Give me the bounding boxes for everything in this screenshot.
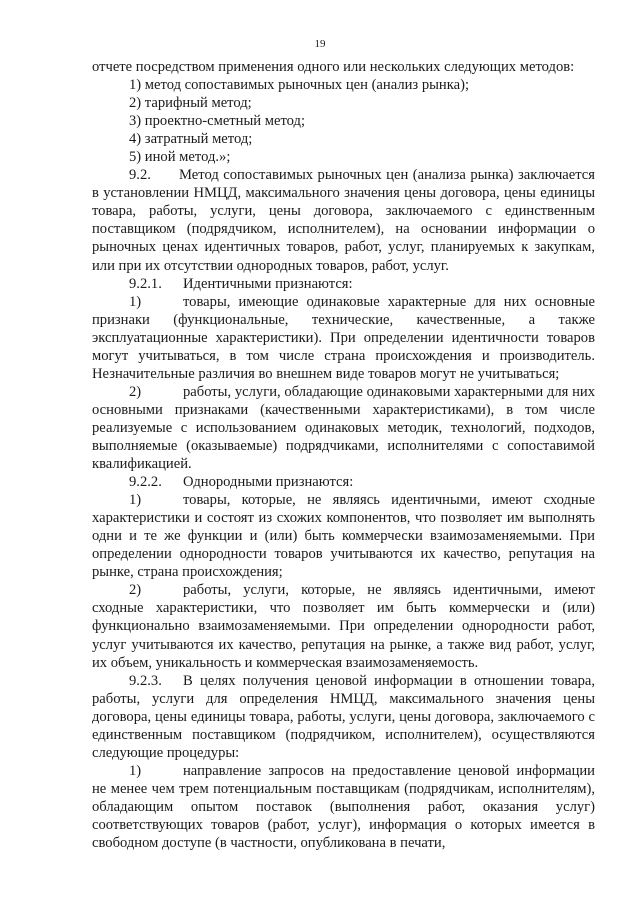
clause-text: Метод сопоставимых рыночных цен (анализа рынка) заключается в установлении НМЦД, максимального значения цены договора, цены единицы товара, работы, услуги, цены договора, заключаемого с единственным поставщиком (подрядчиком, исполнителем), на основании информации о рыночных ценах идентичных товаров, работ, услуг, планируемых к закупкам, или при их отсутствии однородных товаров, работ, услуг. — [92, 167, 595, 274]
paragraph-9-2-2-item-2 — [92, 581, 595, 671]
paragraph-9-2-1-item-2 — [92, 383, 595, 473]
item-number: 2) — [129, 582, 142, 599]
clause-text: В целях получения ценовой информации в отношении товара, работы, услуги для определения НМЦД, максимального значения цены договора, цены единицы товара, работы, услуги, цены договора, заключаемого с единственным поставщиком (подрядчиком, исполнителем), осуществляются следующие процедуры: — [92, 672, 595, 761]
paragraph-9-2-1 — [92, 275, 595, 293]
item-number: 1) — [129, 492, 142, 509]
item-number: 2) — [129, 383, 142, 400]
item-text: работы, услуги, обладающие одинаковыми характерными для них основными признаками (качественными характеристиками), в том числе реализуемые с использованием одинаковых методик, технологий, подходов, выполняемые (оказываемые) подрядчиками, исполнителями с сопоставимой квалификацией. — [92, 383, 595, 473]
method-item-5: 5) иной метод.»; — [129, 149, 231, 166]
method-item-1: 1) метод сопоставимых рыночных цен (анализ рынка); — [129, 77, 470, 94]
paragraph-9-2-3 — [92, 672, 595, 762]
clause-number: 9.2.3. — [129, 672, 162, 689]
item-text: товары, которые, не являясь идентичными, имеют сходные характеристики и состоят из схожих компонентов, что позволяет им выполнять одни и те же функции и (или) быть коммерчески взаимозаменяемыми. При определении однородности товаров учитываются их качество, репутация на рынке, страна происхождения; — [92, 492, 595, 581]
clause-number: 9.2.1. — [129, 275, 162, 292]
intro-line: отчете посредством применения одного или нескольких следующих методов: — [92, 59, 575, 75]
item-text: направление запросов на предоставление ценовой информации не менее чем трем потенциальным поставщикам (подрядчикам, исполнителям), обладающим опытом поставок (выполнения работ, оказания услуг) соответствующих товаров (работ, услуг), информация о которых имеется в свободном доступе (в частности, опубликована в печати, — [92, 762, 595, 852]
item-text: товары, имеющие одинаковые характерные для них основные признаки (функциональные, технические, качественные, а также эксплуатационные характеристики). При определении идентичности товаров могут учитываться, в том числе страна происхождения и производитель. Незначительные различия во внешнем виде товаров могут не учитываться; — [92, 293, 595, 382]
item-text: работы, услуги, которые, не являясь идентичными, имеют сходные характеристики, что позволяет им быть коммерчески и (или) функционально взаимозаменяемыми. При определении однородности работ, услуг учитываются их качество, репутация на рынке, а также вид работ, услуг, их объем, уникальность и коммерческая взаимозаменяемость. — [92, 582, 595, 671]
paragraph-9-2-1-item-1 — [92, 293, 595, 383]
item-number: 1) — [129, 293, 142, 310]
body-text — [92, 58, 595, 852]
method-item-4: 4) затратный метод; — [129, 131, 253, 148]
paragraph-9-2-2-item-1 — [92, 491, 595, 581]
page-number: 19 — [314, 38, 326, 50]
clause-number: 9.2.2. — [129, 474, 162, 491]
method-item-2: 2) тарифный метод; — [129, 95, 252, 112]
paragraph-9-2-3-item-1 — [92, 762, 595, 852]
item-number: 1) — [129, 762, 142, 779]
paragraph-9-2 — [92, 166, 595, 274]
paragraph-9-2-2 — [92, 473, 595, 491]
clause-text: Однородными признаются: — [183, 474, 354, 491]
clause-number: 9.2. — [129, 167, 151, 184]
method-item-3: 3) проектно-сметный метод; — [129, 113, 306, 130]
clause-text: Идентичными признаются: — [183, 275, 353, 292]
